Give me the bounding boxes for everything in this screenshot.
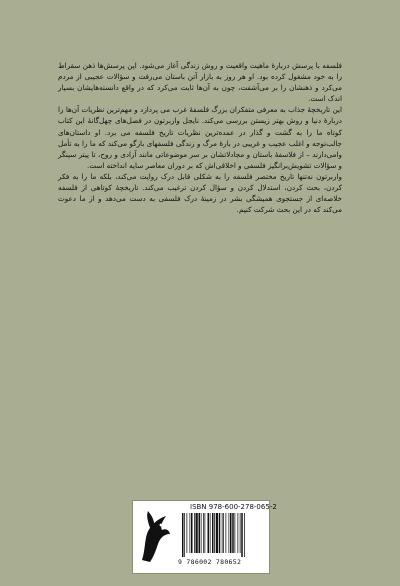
barcode-number: 9 786002 780652: [178, 558, 242, 566]
isbn-label: ISBN 978-600-278-065-2: [190, 503, 277, 511]
barcode-icon: [180, 513, 266, 557]
publisher-logo-icon: [136, 508, 174, 566]
blurb-paragraph-3: واربرتون نه‌تنها تاریخ مختصر فلسفه را به شکلی قابل درک روایت می‌کند، بلکه ما را به فکر کردن، بحث کردن، استدلال کردن و سؤال کردن ترغیب می‌کند. تاریخچهٔ کوتاهی از فلسفه خلاصه‌ای از جستجوی همیشگی بشر در زمینهٔ درک فلسفی به دست می‌دهد و از ما دعوت می‌کند که در این بحث شرکت کنیم.: [58, 171, 342, 215]
blurb-text: [58, 60, 342, 215]
blurb-paragraph-2: این تاریخچهٔ جذاب به معرفی متفکران بزرگ فلسفهٔ غرب می پردازد و مهم‌ترین نظریات آن‌ها را دربارهٔ دنیا و روش بهتر زیستن بررسی می‌کند. نایجل واربرتون در فصل‌های چهل‌گانهٔ این کتاب کوتاه ما را به گشت و گذار در عمده‌ترین نظریات تاریخ فلسفه می برد. او داستان‌های جالب‌توجه و اغلب عجیب و غریبی در بارهٔ مرگ و زندگی فلسفهای بازگو می‌کند که ما را به تأمل وامی‌دارند – از فلاسفهٔ باستان و مجادلاتشان بر سر موضوعاتی مانند آزادی و روح، تا پیتر سینگر و سؤالات تشویش‌برانگیز فلسفی و اخلاقی‌اش که بر دوران معاصر سایه انداخته است.: [58, 105, 342, 170]
blurb-paragraph-1: فلسفه با پرسش دربارهٔ ماهیت واقعیت و روش زندگی آغاز می‌شود. این پرسش‌ها ذهن سقراط را به خود مشغول کرده بود. او هر روز به بازار آتن باستان می‌رفت و سؤالات عجیبی از مردم می‌کرد و ذهنشان را بر می‌آشفت، چون به آن‌ها ثابت می‌کرد که در واقع دانسته‌هایشان بسیار اندک است.: [58, 61, 342, 104]
